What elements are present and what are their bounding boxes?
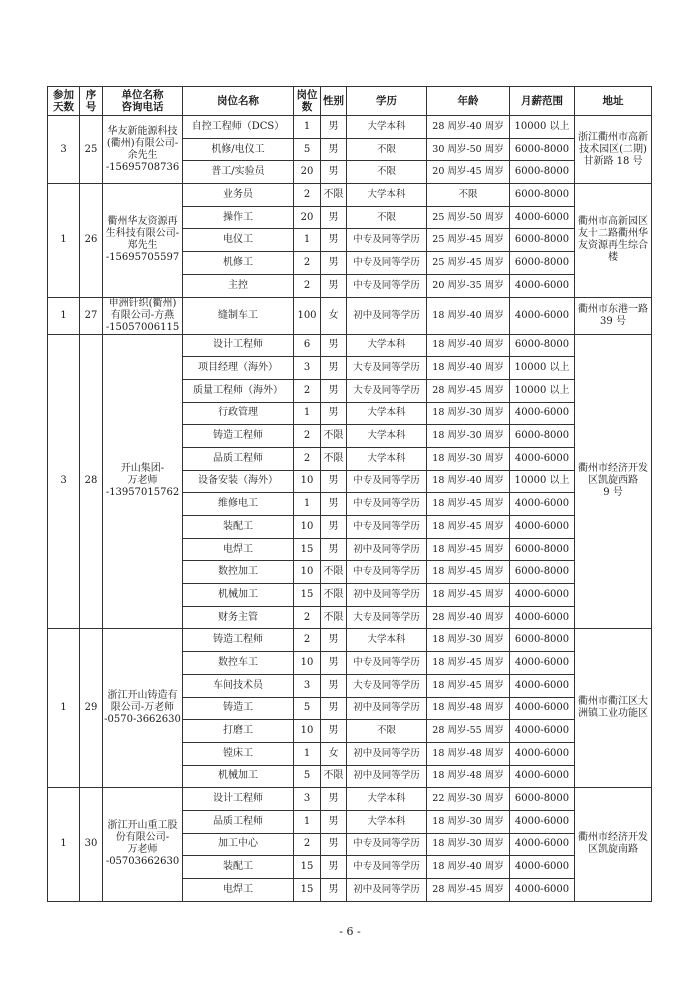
cell-age: 18 周岁-30 周岁 [427, 402, 510, 425]
cell-age: 18 周岁-30 周岁 [427, 629, 510, 652]
cell-count: 2 [294, 606, 321, 629]
cell-education: 初中及同等学历 [347, 697, 427, 720]
cell-salary: 6000-8000 [510, 252, 575, 275]
cell-position: 自控工程师（DCS） [183, 116, 294, 139]
cell-gender: 男 [321, 629, 347, 652]
cell-education: 中专及同等学历 [347, 252, 427, 275]
jobs-table [47, 86, 652, 902]
cell-education: 不限 [347, 161, 427, 184]
cell-salary: 10000 以上 [510, 470, 575, 493]
cell-age: 18 周岁-40 周岁 [427, 470, 510, 493]
cell-count: 10 [294, 652, 321, 675]
cell-position: 机修/电仪工 [183, 138, 294, 161]
cell-position: 数控车工 [183, 652, 294, 675]
cell-position: 机械加工 [183, 765, 294, 788]
cell-education: 中专及同等学历 [347, 516, 427, 539]
cell-count: 1 [294, 810, 321, 833]
table-row [48, 334, 652, 357]
cell-position: 铸造工程师 [183, 425, 294, 448]
cell-count: 1 [294, 742, 321, 765]
cell-salary: 6000-8000 [510, 229, 575, 252]
cell-salary: 4000-6000 [510, 879, 575, 902]
cell-salary: 4000-6000 [510, 297, 575, 334]
cell-gender: 男 [321, 493, 347, 516]
table-row [48, 629, 652, 652]
cell-position: 设计工程师 [183, 788, 294, 811]
cell-company: 浙江开山重工股份有限公司- 万老师 -05703662630 [103, 788, 183, 901]
cell-address: 衢州市经济开发区凯旋西路 9 号 [575, 334, 652, 629]
cell-salary: 4000-6000 [510, 206, 575, 229]
cell-age: 18 周岁-45 周岁 [427, 493, 510, 516]
cell-gender: 男 [321, 402, 347, 425]
cell-gender: 男 [321, 788, 347, 811]
cell-education: 初中及同等学历 [347, 879, 427, 902]
cell-education: 中专及同等学历 [347, 652, 427, 675]
cell-education: 中专及同等学历 [347, 470, 427, 493]
cell-salary: 10000 以上 [510, 357, 575, 380]
cell-count: 3 [294, 357, 321, 380]
cell-salary: 4000-6000 [510, 856, 575, 879]
cell-gender: 男 [321, 856, 347, 879]
cell-age: 18 周岁-40 周岁 [427, 357, 510, 380]
cell-age: 18 周岁-45 周岁 [427, 516, 510, 539]
cell-salary: 4000-6000 [510, 674, 575, 697]
cell-no: 28 [80, 334, 103, 629]
cell-address: 衢州市高新园区友十二路衢州华友资源再生综合楼 [575, 184, 652, 297]
cell-education: 中专及同等学历 [347, 493, 427, 516]
cell-salary: 6000-8000 [510, 538, 575, 561]
cell-education: 初中及同等学历 [347, 297, 427, 334]
cell-count: 1 [294, 229, 321, 252]
header-count: 岗位数 [294, 87, 321, 116]
cell-position: 装配工 [183, 516, 294, 539]
cell-company: 衢州华友资源再生科技有限公司-郑先生 -15695705597 [103, 184, 183, 297]
cell-position: 操作工 [183, 206, 294, 229]
cell-gender: 男 [321, 879, 347, 902]
cell-position: 铸造工程师 [183, 629, 294, 652]
cell-salary: 4000-6000 [510, 652, 575, 675]
cell-gender: 男 [321, 720, 347, 743]
header-gender: 性别 [321, 87, 347, 116]
cell-salary: 4000-6000 [510, 402, 575, 425]
cell-age: 18 周岁-30 周岁 [427, 425, 510, 448]
cell-salary: 4000-6000 [510, 493, 575, 516]
cell-days: 3 [48, 116, 80, 184]
cell-age: 18 周岁-45 周岁 [427, 584, 510, 607]
cell-position: 电仪工 [183, 229, 294, 252]
cell-gender: 男 [321, 274, 347, 297]
cell-age: 28 周岁-40 周岁 [427, 116, 510, 139]
header-row [48, 87, 652, 116]
cell-address: 浙江衢州市高新技术园区(二期)甘新路 18 号 [575, 116, 652, 184]
cell-gender: 不限 [321, 561, 347, 584]
cell-age: 18 周岁-30 周岁 [427, 833, 510, 856]
cell-days: 1 [48, 297, 80, 334]
cell-education: 大专及同等学历 [347, 674, 427, 697]
jobs-table-body [48, 116, 652, 902]
cell-salary: 4000-6000 [510, 447, 575, 470]
cell-education: 大学本科 [347, 402, 427, 425]
cell-position: 设计工程师 [183, 334, 294, 357]
cell-salary: 6000-8000 [510, 334, 575, 357]
cell-address: 衢州市东港一路 39 号 [575, 297, 652, 334]
cell-age: 18 周岁-48 周岁 [427, 697, 510, 720]
cell-salary: 6000-8000 [510, 161, 575, 184]
cell-salary: 10000 以上 [510, 116, 575, 139]
cell-education: 大学本科 [347, 810, 427, 833]
cell-salary: 4000-6000 [510, 720, 575, 743]
cell-age: 18 周岁-30 周岁 [427, 447, 510, 470]
cell-salary: 4000-6000 [510, 606, 575, 629]
cell-gender: 不限 [321, 606, 347, 629]
cell-gender: 男 [321, 379, 347, 402]
cell-salary: 4000-6000 [510, 697, 575, 720]
cell-age: 18 周岁-48 周岁 [427, 742, 510, 765]
cell-position: 财务主管 [183, 606, 294, 629]
cell-education: 大专及同等学历 [347, 357, 427, 380]
cell-count: 1 [294, 402, 321, 425]
cell-position: 机械加工 [183, 584, 294, 607]
cell-age: 20 周岁-35 周岁 [427, 274, 510, 297]
cell-salary: 6000-8000 [510, 138, 575, 161]
cell-gender: 女 [321, 297, 347, 334]
cell-gender: 男 [321, 334, 347, 357]
cell-no: 29 [80, 629, 103, 788]
cell-age: 25 周岁-45 周岁 [427, 229, 510, 252]
cell-count: 5 [294, 138, 321, 161]
cell-age: 18 周岁-40 周岁 [427, 297, 510, 334]
cell-education: 中专及同等学历 [347, 561, 427, 584]
cell-count: 1 [294, 493, 321, 516]
cell-count: 2 [294, 425, 321, 448]
cell-gender: 男 [321, 697, 347, 720]
cell-count: 1 [294, 116, 321, 139]
cell-education: 初中及同等学历 [347, 538, 427, 561]
cell-count: 5 [294, 765, 321, 788]
cell-salary: 10000 以上 [510, 379, 575, 402]
cell-count: 15 [294, 879, 321, 902]
cell-education: 初中及同等学历 [347, 765, 427, 788]
cell-count: 2 [294, 629, 321, 652]
header-address: 地址 [575, 87, 652, 116]
header-education: 学历 [347, 87, 427, 116]
cell-no: 27 [80, 297, 103, 334]
cell-position: 铸造工 [183, 697, 294, 720]
cell-no: 26 [80, 184, 103, 297]
cell-position: 电焊工 [183, 538, 294, 561]
cell-count: 2 [294, 833, 321, 856]
cell-age: 22 周岁-30 周岁 [427, 788, 510, 811]
cell-gender: 男 [321, 229, 347, 252]
cell-count: 15 [294, 856, 321, 879]
cell-salary: 6000-8000 [510, 788, 575, 811]
header-no: 序号 [80, 87, 103, 116]
cell-position: 打磨工 [183, 720, 294, 743]
cell-count: 2 [294, 379, 321, 402]
cell-education: 不限 [347, 720, 427, 743]
cell-count: 10 [294, 561, 321, 584]
cell-position: 行政管理 [183, 402, 294, 425]
cell-gender: 男 [321, 538, 347, 561]
cell-age: 不限 [427, 184, 510, 207]
cell-position: 电焊工 [183, 879, 294, 902]
cell-age: 18 周岁-40 周岁 [427, 856, 510, 879]
cell-education: 大学本科 [347, 425, 427, 448]
cell-age: 20 周岁-45 周岁 [427, 161, 510, 184]
cell-education: 大学本科 [347, 447, 427, 470]
cell-salary: 4000-6000 [510, 810, 575, 833]
cell-count: 20 [294, 206, 321, 229]
cell-age: 18 周岁-40 周岁 [427, 334, 510, 357]
cell-gender: 不限 [321, 584, 347, 607]
cell-position: 项目经理（海外） [183, 357, 294, 380]
cell-no: 30 [80, 788, 103, 901]
cell-company: 开山集团- 万老师 -13957015762 [103, 334, 183, 629]
cell-gender: 男 [321, 206, 347, 229]
cell-education: 中专及同等学历 [347, 229, 427, 252]
cell-salary: 4000-6000 [510, 516, 575, 539]
cell-count: 15 [294, 538, 321, 561]
cell-no: 25 [80, 116, 103, 184]
cell-count: 3 [294, 674, 321, 697]
cell-gender: 男 [321, 833, 347, 856]
cell-position: 机修工 [183, 252, 294, 275]
header-age: 年龄 [427, 87, 510, 116]
cell-position: 加工中心 [183, 833, 294, 856]
table-row [48, 116, 652, 139]
header-position: 岗位名称 [183, 87, 294, 116]
cell-count: 2 [294, 184, 321, 207]
cell-gender: 男 [321, 470, 347, 493]
cell-salary: 6000-8000 [510, 561, 575, 584]
cell-salary: 4000-6000 [510, 833, 575, 856]
cell-gender: 男 [321, 674, 347, 697]
cell-position: 质量工程师（海外） [183, 379, 294, 402]
cell-count: 10 [294, 516, 321, 539]
cell-position: 车间技术员 [183, 674, 294, 697]
cell-gender: 男 [321, 138, 347, 161]
cell-position: 维修电工 [183, 493, 294, 516]
cell-days: 3 [48, 334, 80, 629]
cell-count: 10 [294, 720, 321, 743]
cell-count: 2 [294, 274, 321, 297]
cell-count: 6 [294, 334, 321, 357]
cell-education: 大专及同等学历 [347, 379, 427, 402]
cell-gender: 男 [321, 116, 347, 139]
cell-position: 数控加工 [183, 561, 294, 584]
cell-age: 18 周岁-45 周岁 [427, 561, 510, 584]
cell-count: 15 [294, 584, 321, 607]
cell-count: 20 [294, 161, 321, 184]
cell-education: 不限 [347, 206, 427, 229]
cell-education: 初中及同等学历 [347, 584, 427, 607]
cell-education: 中专及同等学历 [347, 833, 427, 856]
cell-age: 18 周岁-48 周岁 [427, 765, 510, 788]
cell-position: 普工/实验员 [183, 161, 294, 184]
page-number: - 6 - [339, 925, 361, 938]
cell-education: 不限 [347, 138, 427, 161]
cell-age: 28 周岁-45 周岁 [427, 379, 510, 402]
table-row [48, 297, 652, 334]
cell-salary: 6000-8000 [510, 425, 575, 448]
cell-position: 主控 [183, 274, 294, 297]
cell-count: 5 [294, 697, 321, 720]
cell-gender: 男 [321, 652, 347, 675]
cell-salary: 4000-6000 [510, 742, 575, 765]
cell-salary: 6000-8000 [510, 184, 575, 207]
cell-age: 30 周岁-50 周岁 [427, 138, 510, 161]
cell-position: 业务员 [183, 184, 294, 207]
cell-education: 大学本科 [347, 184, 427, 207]
cell-position: 品质工程师 [183, 447, 294, 470]
cell-education: 中专及同等学历 [347, 856, 427, 879]
cell-age: 28 周岁-55 周岁 [427, 720, 510, 743]
cell-education: 大学本科 [347, 629, 427, 652]
cell-company: 申洲针织(衢州)有限公司-方燕 -15057006115 [103, 297, 183, 334]
cell-gender: 男 [321, 161, 347, 184]
cell-gender: 男 [321, 252, 347, 275]
cell-salary: 4000-6000 [510, 584, 575, 607]
cell-address: 衢州市衢江区大洲镇工业功能区 [575, 629, 652, 788]
cell-education: 大学本科 [347, 116, 427, 139]
cell-position: 装配工 [183, 856, 294, 879]
cell-education: 大学本科 [347, 788, 427, 811]
header-days: 参加天数 [48, 87, 80, 116]
cell-count: 2 [294, 252, 321, 275]
header-salary: 月薪范围 [510, 87, 575, 116]
cell-age: 25 周岁-50 周岁 [427, 206, 510, 229]
cell-age: 18 周岁-45 周岁 [427, 538, 510, 561]
cell-age: 18 周岁-45 周岁 [427, 674, 510, 697]
cell-count: 10 [294, 470, 321, 493]
cell-education: 初中及同等学历 [347, 742, 427, 765]
cell-education: 中专及同等学历 [347, 274, 427, 297]
cell-age: 28 周岁-40 周岁 [427, 606, 510, 629]
cell-count: 100 [294, 297, 321, 334]
cell-education: 大专及同等学历 [347, 606, 427, 629]
cell-company: 浙江开山铸造有限公司-万老师 -0570-3662630 [103, 629, 183, 788]
cell-gender: 女 [321, 742, 347, 765]
cell-salary: 4000-6000 [510, 765, 575, 788]
cell-position: 品质工程师 [183, 810, 294, 833]
cell-education: 大学本科 [347, 334, 427, 357]
cell-company: 华友新能源科技(衢州)有限公司-余先生 -15695708736 [103, 116, 183, 184]
cell-age: 18 周岁-30 周岁 [427, 810, 510, 833]
cell-gender: 男 [321, 516, 347, 539]
cell-position: 设备安装（海外） [183, 470, 294, 493]
header-company: 单位名称 咨询电话 [103, 87, 183, 116]
table-row [48, 184, 652, 207]
cell-age: 28 周岁-45 周岁 [427, 879, 510, 902]
cell-address: 衢州市经济开发区凯旋南路 [575, 788, 652, 901]
cell-count: 2 [294, 447, 321, 470]
cell-gender: 不限 [321, 184, 347, 207]
cell-age: 18 周岁-45 周岁 [427, 652, 510, 675]
cell-position: 缝制车工 [183, 297, 294, 334]
cell-gender: 不限 [321, 425, 347, 448]
table-row [48, 788, 652, 811]
cell-days: 1 [48, 184, 80, 297]
cell-gender: 不限 [321, 447, 347, 470]
cell-days: 1 [48, 788, 80, 901]
cell-position: 镗床工 [183, 742, 294, 765]
cell-age: 25 周岁-45 周岁 [427, 252, 510, 275]
cell-gender: 不限 [321, 765, 347, 788]
cell-days: 1 [48, 629, 80, 788]
cell-count: 3 [294, 788, 321, 811]
cell-salary: 6000-8000 [510, 629, 575, 652]
cell-gender: 男 [321, 810, 347, 833]
cell-gender: 男 [321, 357, 347, 380]
cell-salary: 4000-6000 [510, 274, 575, 297]
